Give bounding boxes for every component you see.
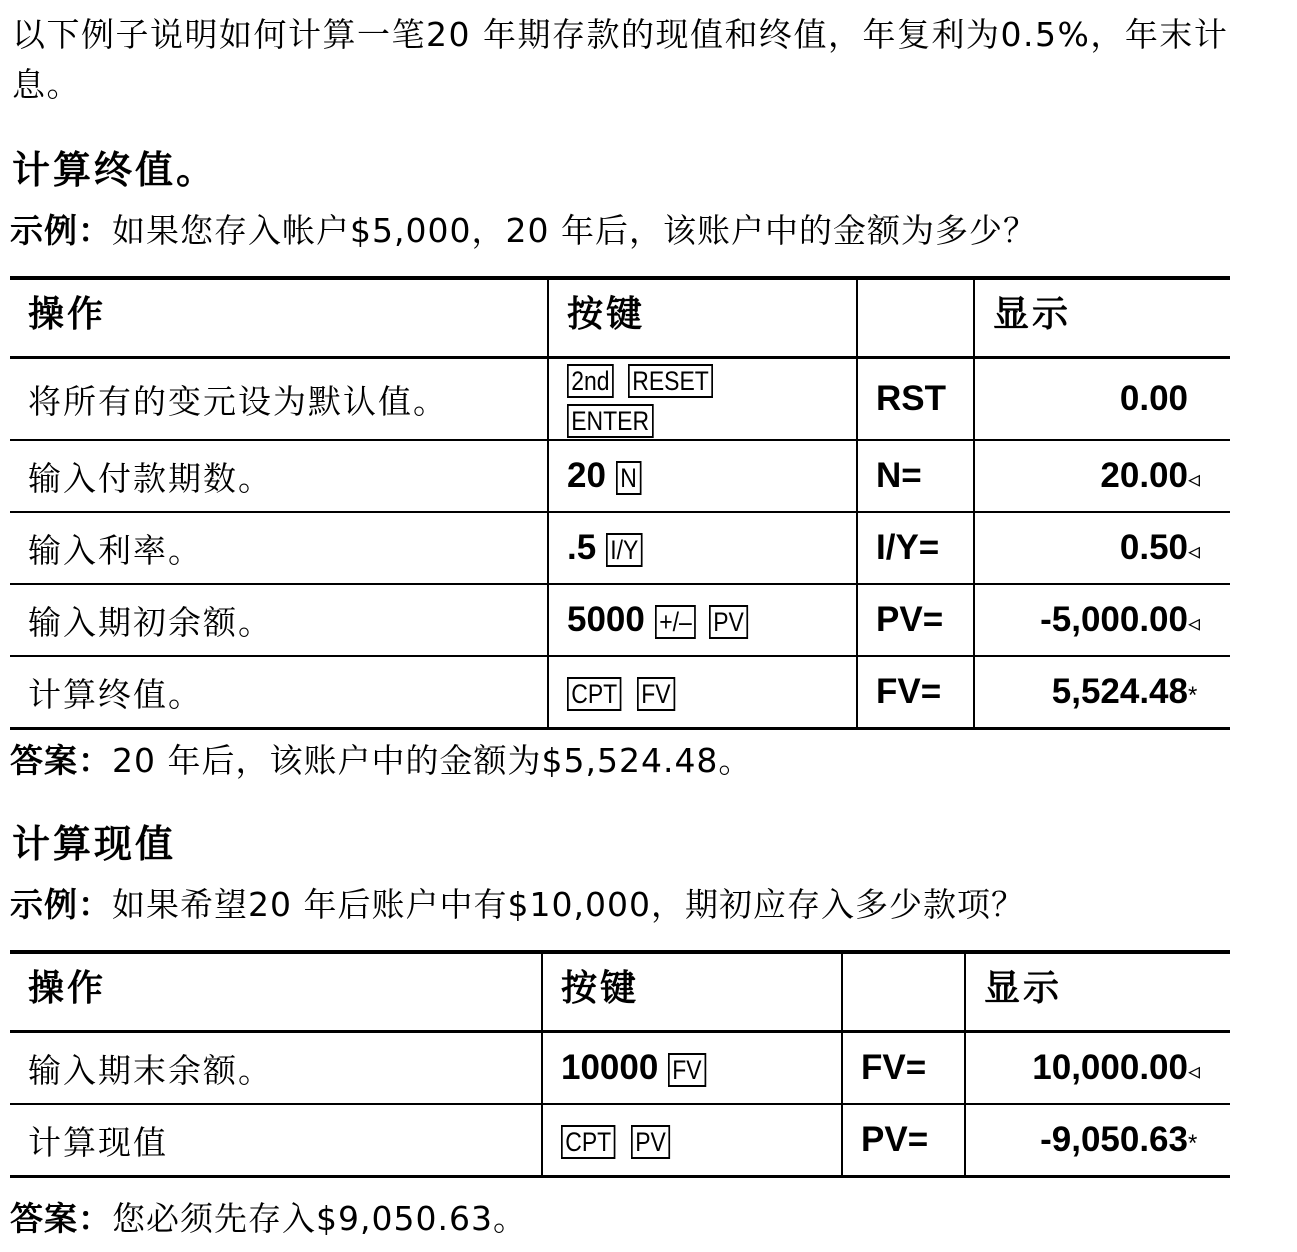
example-lead: 示例： [10,885,112,924]
example-lead: 示例： [10,211,112,250]
keys-cell [548,512,857,584]
keys-cell [542,1032,842,1105]
indicator-cell: FV= [857,656,974,729]
calculator-key: N [616,461,641,495]
keys-cell [548,358,857,441]
calculator-key: PV [709,605,748,639]
indicator-cell: RST [857,358,974,441]
display-value-cell [974,358,1230,441]
answer-text: 您必须先存入$9,050.63。 [112,1199,527,1238]
pv-answer [10,1196,527,1242]
display-value: 10,000.00 [1032,1048,1188,1087]
answer-lead: 答案： [10,1199,112,1238]
calculator-key: I/Y [606,533,643,567]
fv-table [10,276,1230,730]
table-row [10,1032,1230,1105]
keys-cell [548,440,857,512]
answer-lead: 答案： [10,741,112,780]
display-value-cell [965,1104,1230,1177]
calculator-key: RESET [628,364,713,398]
fv-answer [10,738,752,784]
action-cell: 将所有的变元设为默认值。 [10,358,548,441]
header-display: 显示 [965,952,1230,1032]
calculator-key: PV [631,1125,670,1159]
indicator-cell: PV= [842,1104,965,1177]
fv-example [10,208,1037,254]
table-row [10,656,1230,729]
indicator-cell: I/Y= [857,512,974,584]
display-marker: * [1188,682,1198,709]
fv-heading: 计算终值。 [12,148,218,192]
example-text: 如果您存入帐户$5,000，20 年后，该账户中的金额为多少？ [112,211,1037,250]
calculator-key: 2nd [567,364,614,398]
header-action: 操作 [10,278,548,358]
calculator-key: FV [637,677,675,711]
display-marker: ◃ [1188,610,1201,637]
header-blank [842,952,965,1032]
table-row [10,584,1230,656]
display-value: 20.00 [1100,456,1188,495]
example-text: 如果希望20 年后账户中有$10,000，期初应存入多少款项？ [112,885,1025,924]
action-cell: 输入期末余额。 [10,1032,542,1105]
pv-example [10,882,1025,928]
display-value: 5,524.48 [1051,672,1188,711]
display-value: 0.50 [1119,528,1188,567]
table-row [10,1104,1230,1177]
table-row [10,512,1230,584]
pv-heading: 计算现值 [12,822,177,866]
display-marker: ◃ [1188,538,1201,565]
display-value-cell [974,512,1230,584]
display-marker: ◃ [1188,1058,1201,1085]
intro-paragraph: 以下例子说明如何计算一笔20 年期存款的现值和终值，年复利为0.5%，年末计息。 [12,15,1229,104]
action-cell: 计算终值。 [10,656,548,729]
indicator-cell: FV= [842,1032,965,1105]
header-display: 显示 [974,278,1230,358]
action-cell: 输入利率。 [10,512,548,584]
key-number: 20 [567,456,606,495]
display-value-cell [974,584,1230,656]
calculator-key: CPT [561,1125,615,1159]
answer-text: 20 年后，该账户中的金额为$5,524.48。 [112,741,753,780]
header-action: 操作 [10,952,542,1032]
action-cell: 输入期初余额。 [10,584,548,656]
table-row [10,440,1230,512]
calculator-key: +/– [655,605,696,639]
action-cell: 输入付款期数。 [10,440,548,512]
display-value: 0.00 [1119,379,1188,418]
pv-table [10,950,1230,1178]
display-marker: ◃ [1188,466,1201,493]
display-value-cell [974,440,1230,512]
display-marker: * [1188,1130,1198,1157]
display-value: -5,000.00 [1040,600,1188,639]
key-number: 10000 [561,1048,659,1087]
display-value: -9,050.63 [1040,1120,1188,1159]
action-cell: 计算现值 [10,1104,542,1177]
calculator-key: FV [668,1053,706,1087]
keys-cell [542,1104,842,1177]
key-number: 5000 [567,600,645,639]
indicator-cell: N= [857,440,974,512]
keys-cell [548,656,857,729]
key-number: .5 [567,528,597,567]
keys-cell [548,584,857,656]
table-row [10,358,1230,441]
header-keys: 按键 [548,278,857,358]
display-value-cell [965,1032,1230,1105]
display-value-cell [974,656,1230,729]
calculator-key: CPT [567,677,621,711]
header-blank [857,278,974,358]
header-keys: 按键 [542,952,842,1032]
calculator-key: ENTER [567,404,653,438]
indicator-cell: PV= [857,584,974,656]
